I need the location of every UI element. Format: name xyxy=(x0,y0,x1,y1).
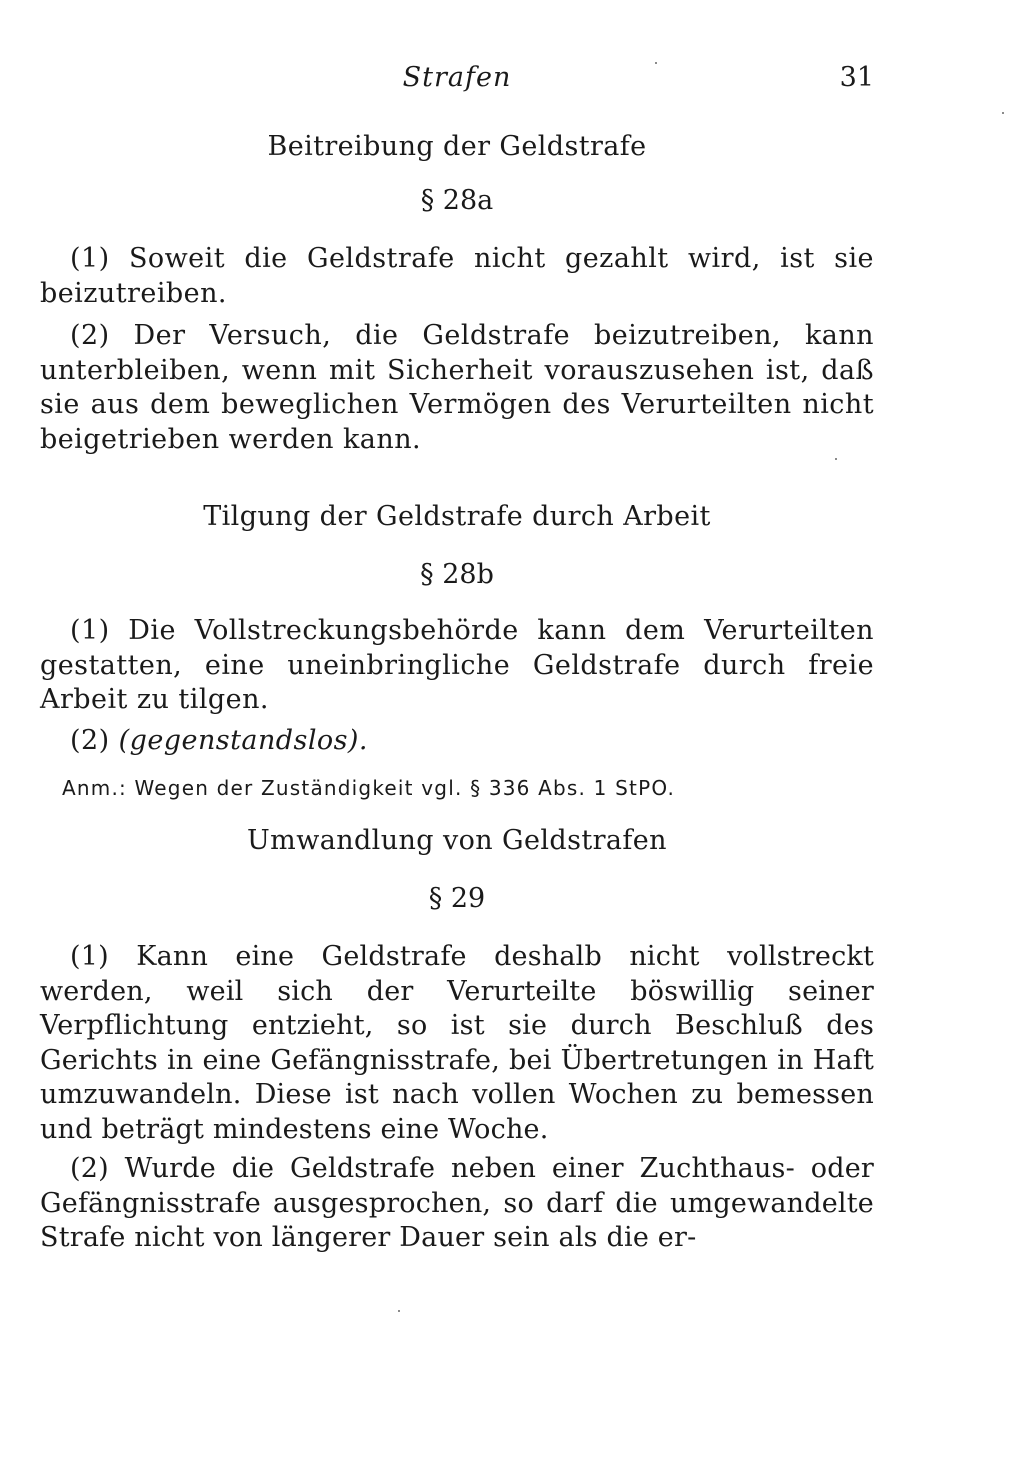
print-speck xyxy=(398,1310,400,1312)
annotation-note: Anm.: Wegen der Zuständigkeit vgl. § 336 Abs. 1 StPO. xyxy=(62,776,676,800)
paragraph-28b-2-text: (gegenstandslos). xyxy=(118,725,368,756)
print-speck xyxy=(655,62,657,64)
section-heading-28a: Beitreibung der Geldstrafe xyxy=(267,131,647,162)
print-speck xyxy=(835,458,837,460)
running-head xyxy=(40,62,874,102)
paragraph-28b-2-number: (2) xyxy=(70,725,110,756)
paragraph-sign-28a: § 28a xyxy=(420,185,494,216)
running-title: Strafen xyxy=(402,62,512,93)
paragraph-28a-2: (2) Der Versuch, die Geldstrafe beizutreiben, kann unterbleiben, wenn mit Sicherheit vorauszusehen ist, daß sie aus dem beweglichen Vermögen des Verurteilten nicht beigetrieben werden kann. xyxy=(40,320,874,455)
paragraph-sign-29: § 29 xyxy=(428,883,486,914)
paragraph-28b-2 xyxy=(40,724,874,759)
paragraph-28b-1: (1) Die Vollstreckungsbehörde kann dem Verurteilten gestatten, eine uneinbringliche Geldstrafe durch freie Arbeit zu tilgen. xyxy=(40,615,874,715)
book-page xyxy=(40,0,874,1463)
page-number: 31 xyxy=(839,62,874,93)
paragraph-28a-1: (1) Soweit die Geldstrafe nicht gezahlt wird, ist sie beizutreiben. xyxy=(40,243,874,309)
section-heading-28b: Tilgung der Geldstrafe durch Arbeit xyxy=(203,501,711,532)
paragraph-29-2: (2) Wurde die Geldstrafe neben einer Zuchthaus- oder Gefängnisstrafe ausgesprochen, so darf die umgewandelte Strafe nicht von längerer Dauer sein als die er- xyxy=(40,1153,874,1253)
print-speck xyxy=(1002,112,1004,114)
section-heading-29: Umwandlung von Geldstrafen xyxy=(247,825,667,856)
paragraph-sign-28b: § 28b xyxy=(420,559,494,590)
paragraph-29-1: (1) Kann eine Geldstrafe deshalb nicht vollstreckt werden, weil sich der Verurteilte böswillig seiner Verpflichtung entzieht, so ist sie durch Beschluß des Gerichts in eine Gefängnisstrafe, bei Übertretungen in Haft umzuwandeln. Diese ist nach vollen Wochen zu bemessen und beträgt mindestens eine Woche. xyxy=(40,941,874,1145)
